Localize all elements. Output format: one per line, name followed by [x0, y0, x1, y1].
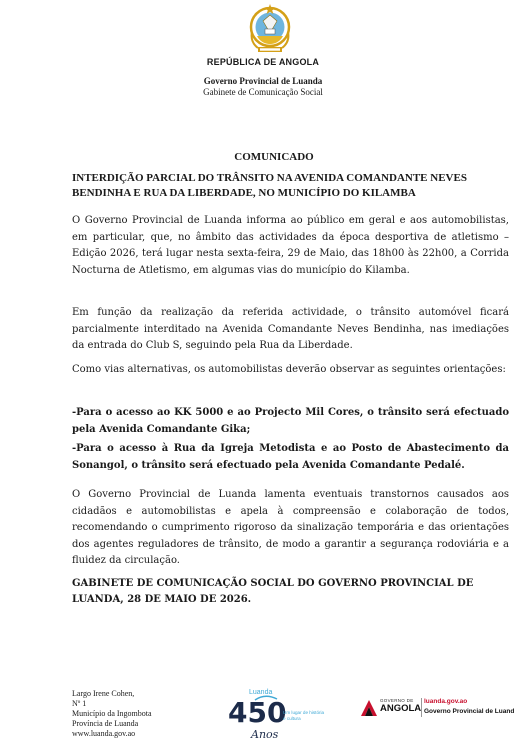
document-headline: INTERDIÇÃO PARCIAL DO TRÂNSITO NA AVENIDA COMANDANTE NEVES BENDINHA E RUA DA LIBERDADE, NO MUNICÍPIO DO KILAMBA — [72, 172, 467, 199]
paragraph-closing: O Governo Provincial de Luanda lamenta eventuais transtornos causados aos cidadãos e automobilistas e apela à compreensão e colaboração de todos, recomendando o cumprimento rigoroso da sinalização temporária e das orientações dos agentes reguladores de trânsito, de modo a garantir a segurança rodoviária e a fluidez da circulação. — [72, 489, 509, 566]
address-line: Município da Ingombota — [72, 709, 152, 718]
office-name: Gabinete de Comunicação Social — [203, 87, 323, 97]
footer-address — [72, 689, 192, 739]
signature-block: GABINETE DE COMUNICAÇÃO SOCIAL DO GOVERNO PROVINCIAL DE LUANDA, 28 DE MAIO DE 2026. — [72, 578, 474, 605]
angola-coat-of-arms-icon — [246, 2, 294, 56]
logo-450-tagline-1: Um lugar de história — [283, 710, 325, 715]
paragraph-2: Em função da realização da referida actividade, o trânsito automóvel ficará parcialmente interditado na Avenida Comandante Neves Bendinha, nas imediações da entrada do Club S, seguindo pela Rua da Liberdade. — [72, 307, 509, 351]
luanda-450-logo — [225, 684, 345, 746]
angola-government-logo — [360, 697, 515, 719]
document-type: COMUNICADO — [234, 151, 314, 163]
logo-divider — [421, 698, 422, 717]
angola-logo-small: GOVERNO DE — [380, 698, 414, 703]
logo-450-bottom: Anos — [251, 728, 279, 741]
angola-logo-url[interactable]: luanda.gov.ao — [424, 698, 468, 705]
website-link[interactable]: www.luanda.gov.ao — [72, 729, 136, 738]
angola-logo-big: ANGOLA — [380, 703, 422, 714]
route-item-1: -Para o acesso ao KK 5000 e ao Projecto Mil Cores, o trânsito será efectuado pela Avenida Comandante Gika; — [72, 407, 509, 435]
logo-450-top: Luanda — [249, 689, 273, 696]
logo-450-number: 450 — [228, 696, 287, 729]
paragraph-1: O Governo Provincial de Luanda informa ao público em geral e aos automobilistas, em particular, que, no âmbito das actividades da época desportiva de atletismo – Edição 2026, terá lugar nesta sexta-feira, 29 de Maio, das 18h00 às 22h00, a Corrida Nocturna de Atletismo, em algumas vias do município do Kilamba. — [72, 215, 509, 276]
government-name: Governo Provincial de Luanda — [203, 76, 323, 86]
address-line: Nº 1 — [72, 699, 87, 708]
logo-450-tagline-2: e cultura — [283, 716, 301, 721]
republic-title: REPÚBLICA DE ANGOLA — [206, 57, 320, 67]
address-line: Largo Irene Cohen, — [72, 689, 135, 698]
angola-logo-gov: Governo Provincial de Luand — [424, 708, 515, 715]
paragraph-3: Como vias alternativas, os automobilistas deverão observar as seguintes orientações: — [72, 364, 506, 375]
angola-government-mark-icon — [360, 699, 378, 717]
route-item-2: -Para o acesso à Rua da Igreja Metodista e ao Posto de Abastecimento da Sonangol, o trânsito será efectuado pela Avenida Comandante Pedalé. — [72, 443, 509, 471]
address-line: Província de Luanda — [72, 719, 139, 728]
